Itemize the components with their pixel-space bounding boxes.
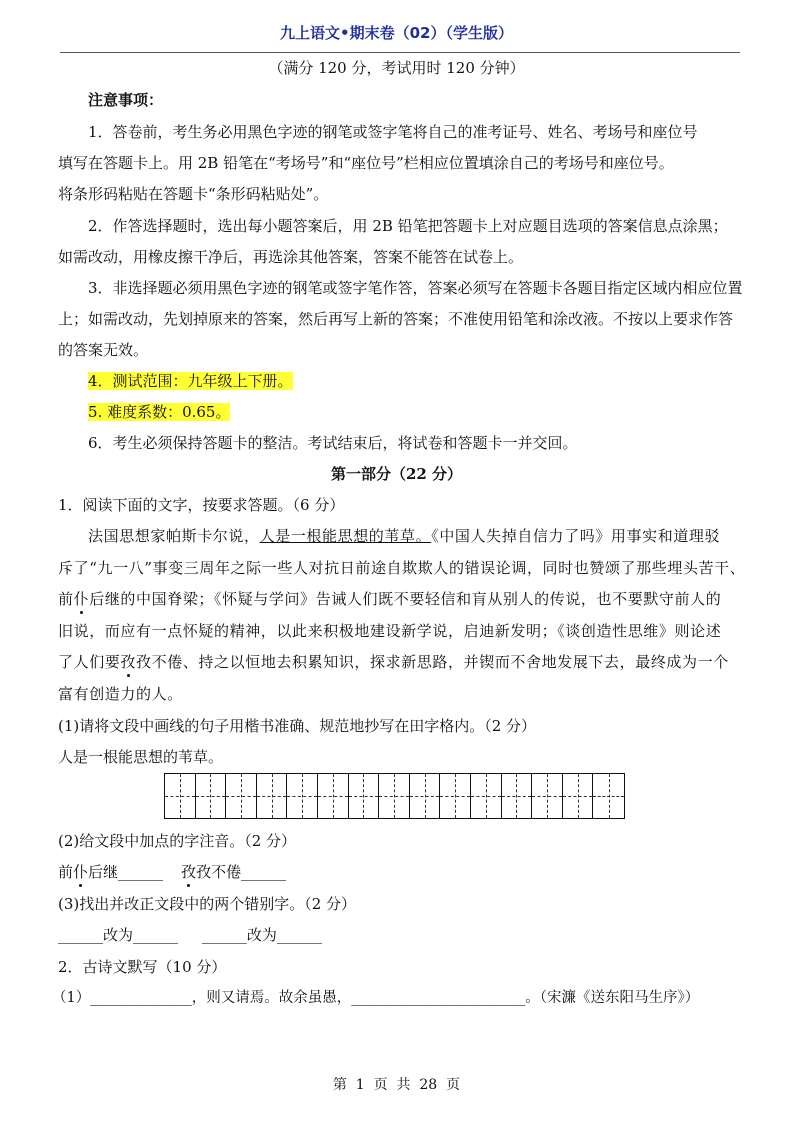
q2-line-1[interactable]: （1）______________，则又请焉。故余虽愚，________________________。（宋濂《送东阳马生序》） [52,990,700,1006]
dotted-char-zi: 孜 [181,863,197,881]
tianzige-cell[interactable] [471,774,502,818]
tianzige-cell[interactable] [410,774,441,818]
exam-info: （满分 120 分，考试用时 120 分钟） [268,59,525,77]
q2-title: 2．古诗文默写（10 分） [58,958,227,976]
pinyin-blank-2[interactable]: 孜不倦______ [196,863,287,881]
tianzige-cell[interactable] [349,774,380,818]
tianzige-cell[interactable] [318,774,349,818]
note-2-line-2: 如需改动，用橡皮擦干净后，再选涂其他答案，答案不能答在试卷上。 [58,248,524,266]
part1-heading: 第一部分（22 分） [330,465,463,483]
note-6: 6．考生必须保持答题卡的整洁。考试结束后，将试卷和答题卡一并交回。 [88,434,578,452]
note-3-line-3: 的答案无效。 [58,341,149,359]
page-header [0,0,793,46]
q1-sub1-sentence: 人是一根能思想的苇草。 [58,748,224,766]
tianzige-cell[interactable] [379,774,410,818]
tianzige-cell[interactable] [532,774,563,818]
page-header-title: 九上语文•期末卷（02）（学生版） [280,24,513,42]
note-1-line-1: 1．答卷前，考生务必用黑色字迹的钢笔或签字笔将自己的准考证号、姓名、考场号和座位号 [88,123,698,141]
tianzige-cell[interactable] [257,774,288,818]
sub2-text: 前 [58,863,74,881]
tianzige-cell[interactable] [226,774,257,818]
dotted-char-zi: 孜 [120,653,137,671]
q1-sub2-answers [58,862,286,882]
note-1-line-3: 将条形码粘贴在答题卡“条形码粘贴处”。 [58,185,329,203]
q1-passage-line-5 [58,652,729,672]
q1-passage-text: 法国思想家帕斯卡尔说， [88,527,260,545]
q1-sub3-prompt: (3)找出并改正文段中的两个错别字。（2 分） [58,895,357,913]
notes-heading: 注意事项： [88,91,164,109]
q1-passage-text: 了人们要 [58,653,121,671]
note-3-line-1: 3．非选择题必须用黑色字迹的钢笔或签字笔作答，答案必须写在答题卡各题目指定区域内相应位置 [88,279,743,297]
note-2-line-1: 2．作答选择题时，选出每小题答案后，用 2B 铅笔把答题卡上对应题目选项的答案信息点涂黑； [88,217,728,235]
header-divider [60,52,740,53]
underlined-sentence: 人是一根能思想的苇草。 [259,527,432,545]
tianzige-cell[interactable] [287,774,318,818]
dotted-char-pu: 仆 [73,863,89,881]
tianzige-cell[interactable] [502,774,533,818]
q1-sub2-prompt: (2)给文段中加点的字注音。（2 分） [58,832,297,850]
tianzige-cell[interactable] [165,774,196,818]
tianzige-cell[interactable] [593,774,624,818]
note-5 [88,402,230,422]
q1-passage-line-4: 旧说，而应有一点怀疑的精神，以此来积极地建设新学说，启迪新发明；《谈创造性思维》则论述 [58,622,722,640]
q1-passage-line-3 [58,589,721,609]
q1-passage-text: 前 [58,590,74,608]
note-4-highlight: 4．测试范围：九年级上下册。 [88,372,293,390]
note-4 [88,371,293,391]
q1-title: 1．阅读下面的文字，按要求答题。（6 分） [58,496,345,514]
q1-passage-text: 后继的中国脊梁；《怀疑与学问》告诫人们既不要轻信和肓从别人的传说，也不要默守前人的 [89,590,722,608]
dotted-char-pu: 仆 [73,590,90,608]
q1-passage-line-6: 富有创造力的人。 [58,685,183,703]
tianzige-cell[interactable] [196,774,227,818]
q1-passage-text: 《中国人失掉自信力了吗》用事实和道理驳 [431,527,721,545]
q1-passage-line-1 [88,526,720,546]
tianzige-cell[interactable] [440,774,471,818]
pinyin-blank-1[interactable]: 后继______ [88,863,164,881]
tianzige-cell[interactable] [563,774,594,818]
q1-sub3-blanks[interactable]: ______改为______ ______改为______ [58,926,322,944]
note-1-line-2: 填写在答题卡上。用 2B 铅笔在“考场号”和“座位号”栏相应位置填涂自己的考场号和座位号。 [58,154,674,172]
q1-passage-line-2: 斥了“九一八”事变三周年之际一些人对抗日前途自欺欺人的错误论调，同时也赞颂了那些埋头苦干、 [58,559,746,577]
q1-passage-text: 孜不倦、持之以恒地去积累知识，探求新思路，并锲而不舍地发展下去，最终成为一个 [136,653,729,671]
page-footer: 第 1 页 共 28 页 [332,1077,461,1093]
note-5-highlight: 5. 难度系数：0.65。 [88,403,231,421]
tianzige-grid [164,773,625,819]
q1-sub1-prompt: (1)请将文段中画线的句子用楷书准确、规范地抄写在田字格内。（2 分） [58,717,537,735]
note-3-line-2: 上；如需改动，先划掉原来的答案，然后再写上新的答案；不准使用铅笔和涂改液。不按以上要求作答 [58,310,734,328]
